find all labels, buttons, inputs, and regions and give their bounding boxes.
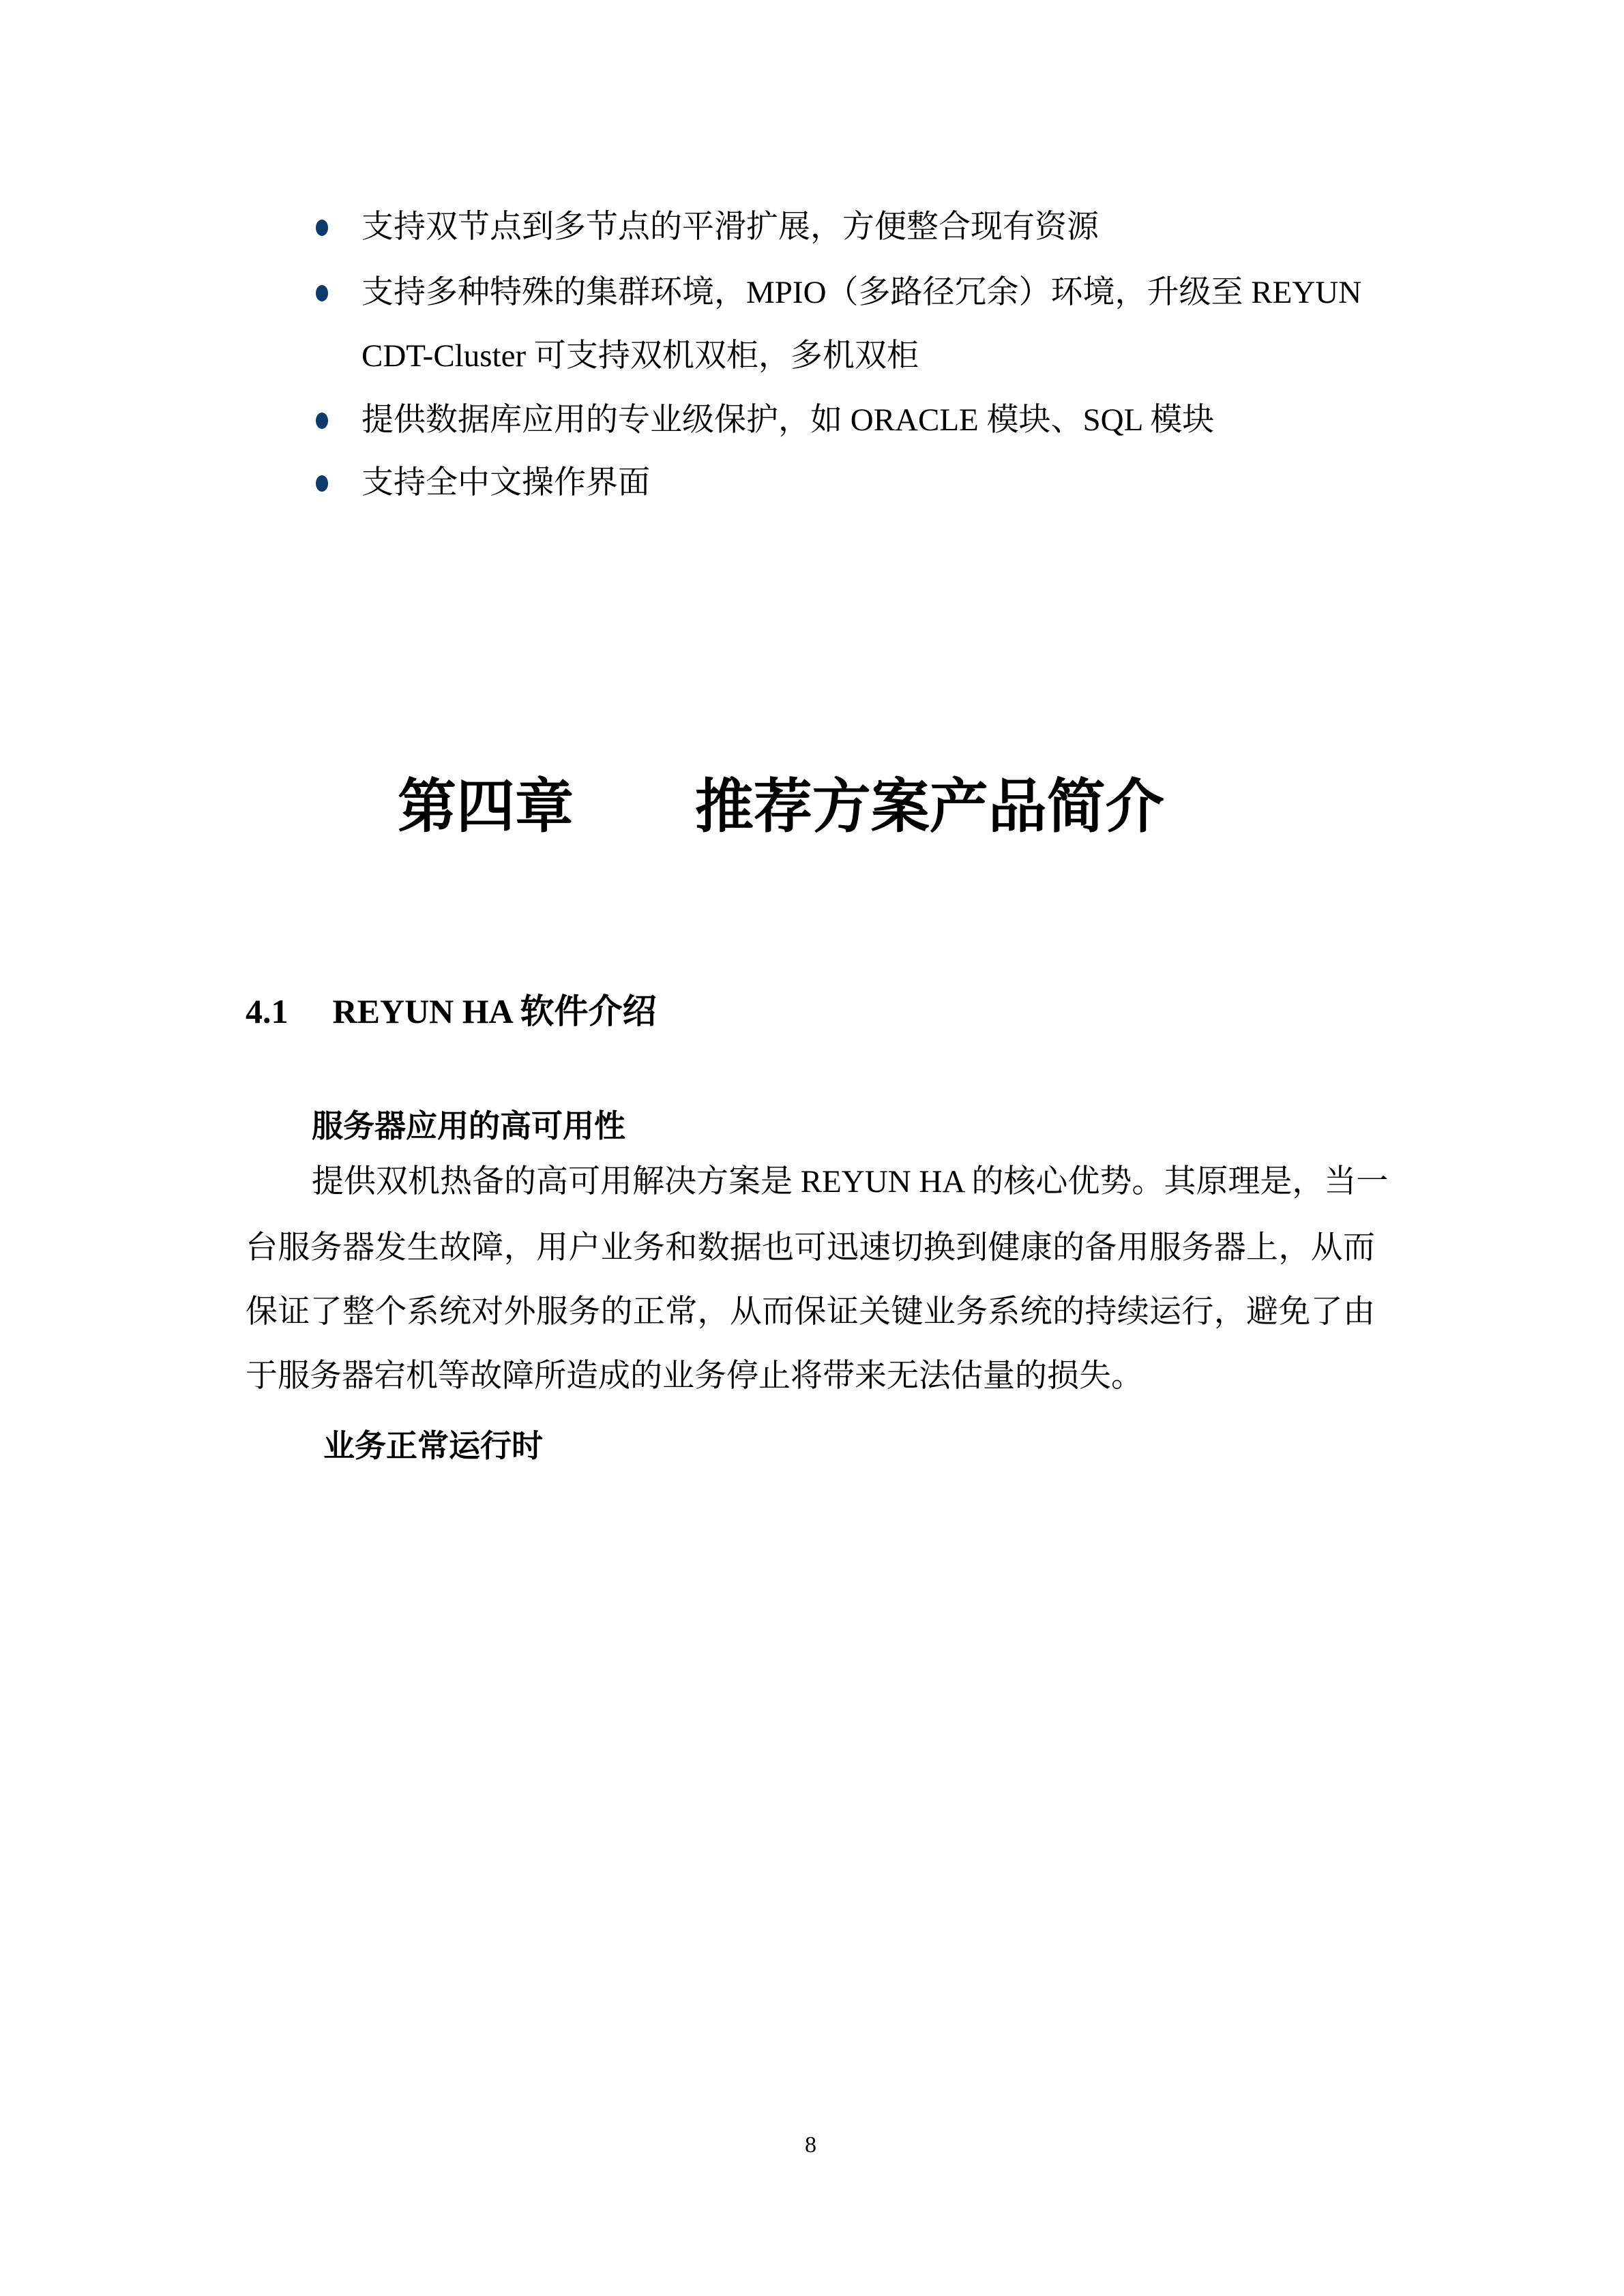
- paragraph-line: 于服务器宕机等故障所造成的业务停止将带来无法估量的损失。: [246, 1358, 1143, 1394]
- chapter-heading: [398, 759, 1164, 844]
- section-heading: [246, 984, 657, 1033]
- section-title: REYUN HA 软件介绍: [332, 992, 657, 1030]
- bullet-item: 提供数据库应用的专业级保护，如 ORACLE 模块、SQL 模块: [361, 402, 1215, 438]
- subheading-normal-operation: 业务正常运行时: [323, 1428, 543, 1463]
- bullet-icon: [316, 220, 328, 236]
- bullet-item: 支持多种特殊的集群环境，MPIO（多路径冗余）环境，升级至 REYUN: [361, 275, 1362, 310]
- paragraph-line: 台服务器发生故障，用户业务和数据也可迅速切换到健康的备用服务器上，从而: [246, 1230, 1375, 1266]
- bullet-item: 支持全中文操作界面: [361, 465, 650, 501]
- bullet-icon: [316, 285, 328, 301]
- paragraph-line: 提供双机热备的高可用解决方案是 REYUN HA 的核心优势。其原理是，当一: [312, 1164, 1389, 1199]
- chapter-title: 推荐方案产品简介: [694, 774, 1164, 839]
- bullet-icon: [316, 475, 328, 492]
- section-number: 4.1: [246, 992, 289, 1030]
- paragraph-line: 保证了整个系统对外服务的正常，从而保证关键业务系统的持续运行，避免了由: [246, 1294, 1375, 1330]
- subheading: 服务器应用的高可用性: [312, 1108, 625, 1144]
- bullet-item: 支持双节点到多节点的平滑扩展，方便整合现有资源: [361, 209, 1099, 245]
- page-number: 8: [805, 2132, 816, 2158]
- bullet-icon: [316, 413, 328, 429]
- chapter-number: 第四章: [398, 774, 574, 839]
- bullet-item-continuation: CDT-Cluster 可支持双机双柜，多机双柜: [361, 338, 919, 374]
